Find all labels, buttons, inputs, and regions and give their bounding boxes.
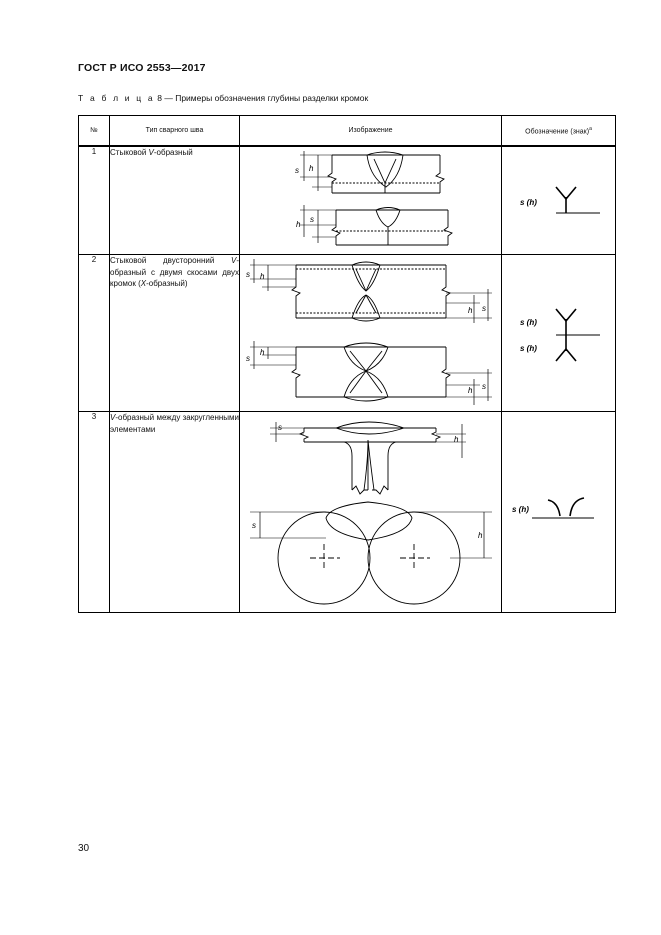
col-header-image: Изображение bbox=[240, 116, 502, 147]
weld-type-text: -образный bbox=[153, 148, 193, 157]
dim-label-s: s bbox=[482, 304, 486, 313]
examples-table bbox=[78, 115, 616, 613]
col-header-num: № bbox=[79, 116, 110, 147]
table-caption bbox=[78, 93, 368, 103]
dim-label-s: s bbox=[278, 423, 282, 432]
symbol-label: s (h) bbox=[520, 344, 537, 353]
flare-weld-symbol bbox=[502, 412, 616, 612]
weld-type-italic: V bbox=[230, 256, 237, 265]
dim-label-h: h bbox=[468, 306, 473, 315]
table-row bbox=[79, 146, 616, 255]
dim-label-s: s bbox=[310, 215, 314, 224]
rounded-elements-weld-drawing bbox=[240, 412, 502, 612]
symbol-label: s (h) bbox=[520, 198, 537, 207]
row-number: 3 bbox=[79, 412, 110, 613]
caption-number: 8 bbox=[157, 93, 162, 103]
dim-label-s: s bbox=[295, 166, 299, 175]
col-header-symbol bbox=[502, 116, 616, 147]
caption-text: — Примеры обозначения глубины разделки кромок bbox=[164, 93, 369, 103]
dim-label-s: s bbox=[482, 382, 486, 391]
weld-type bbox=[110, 255, 240, 412]
weld-image-cell bbox=[240, 146, 502, 255]
weld-type bbox=[110, 146, 240, 255]
row-number: 2 bbox=[79, 255, 110, 412]
dim-label-h: h bbox=[260, 348, 265, 357]
symbol-label: s (h) bbox=[520, 318, 537, 327]
weld-type-italic: X bbox=[140, 279, 147, 288]
dim-label-s: s bbox=[246, 354, 250, 363]
x-weld-symbol bbox=[502, 255, 616, 411]
weld-type-text: Стыковой двусторонний bbox=[110, 256, 231, 265]
dim-label-h: h bbox=[478, 531, 483, 540]
weld-symbol-cell bbox=[502, 255, 616, 412]
weld-symbol-cell bbox=[502, 146, 616, 255]
weld-image-cell bbox=[240, 412, 502, 613]
document-header: ГОСТ Р ИСО 2553—2017 bbox=[78, 62, 206, 74]
weld-type-italic: V bbox=[148, 148, 154, 157]
dim-label-h: h bbox=[260, 272, 265, 281]
dim-label-h: h bbox=[468, 386, 473, 395]
footnote-marker: a bbox=[589, 125, 592, 132]
dim-label-h: h bbox=[296, 220, 301, 229]
col-header-type: Тип сварного шва bbox=[110, 116, 240, 147]
symbol-label: s (h) bbox=[512, 505, 529, 514]
dim-label-s: s bbox=[246, 270, 250, 279]
page-number: 30 bbox=[78, 843, 90, 854]
table-row bbox=[79, 412, 616, 613]
dim-label-s: s bbox=[252, 521, 256, 530]
col-header-symbol-label: Обозначение (знак) bbox=[525, 128, 590, 136]
weld-symbol-cell bbox=[502, 412, 616, 613]
table-header-row bbox=[79, 116, 616, 147]
weld-type-text: -образный) bbox=[146, 279, 188, 288]
weld-type-text: -образный между закругленными элементами bbox=[110, 413, 239, 434]
weld-type-text: -образный с двумя скосами двух кромок ( bbox=[110, 256, 239, 288]
weld-type-italic: V bbox=[110, 413, 116, 422]
weld-type-text: Стыковой bbox=[110, 148, 149, 157]
x-butt-weld-drawing bbox=[240, 255, 502, 411]
caption-prefix: Т а б л и ц а bbox=[78, 93, 155, 103]
weld-image-cell bbox=[240, 255, 502, 412]
weld-type bbox=[110, 412, 240, 613]
row-number: 1 bbox=[79, 146, 110, 255]
dim-label-h: h bbox=[454, 435, 459, 444]
dim-label-h: h bbox=[309, 164, 314, 173]
single-v-butt-weld-drawing bbox=[240, 147, 502, 254]
single-v-weld-symbol bbox=[502, 147, 616, 254]
table-row bbox=[79, 255, 616, 412]
